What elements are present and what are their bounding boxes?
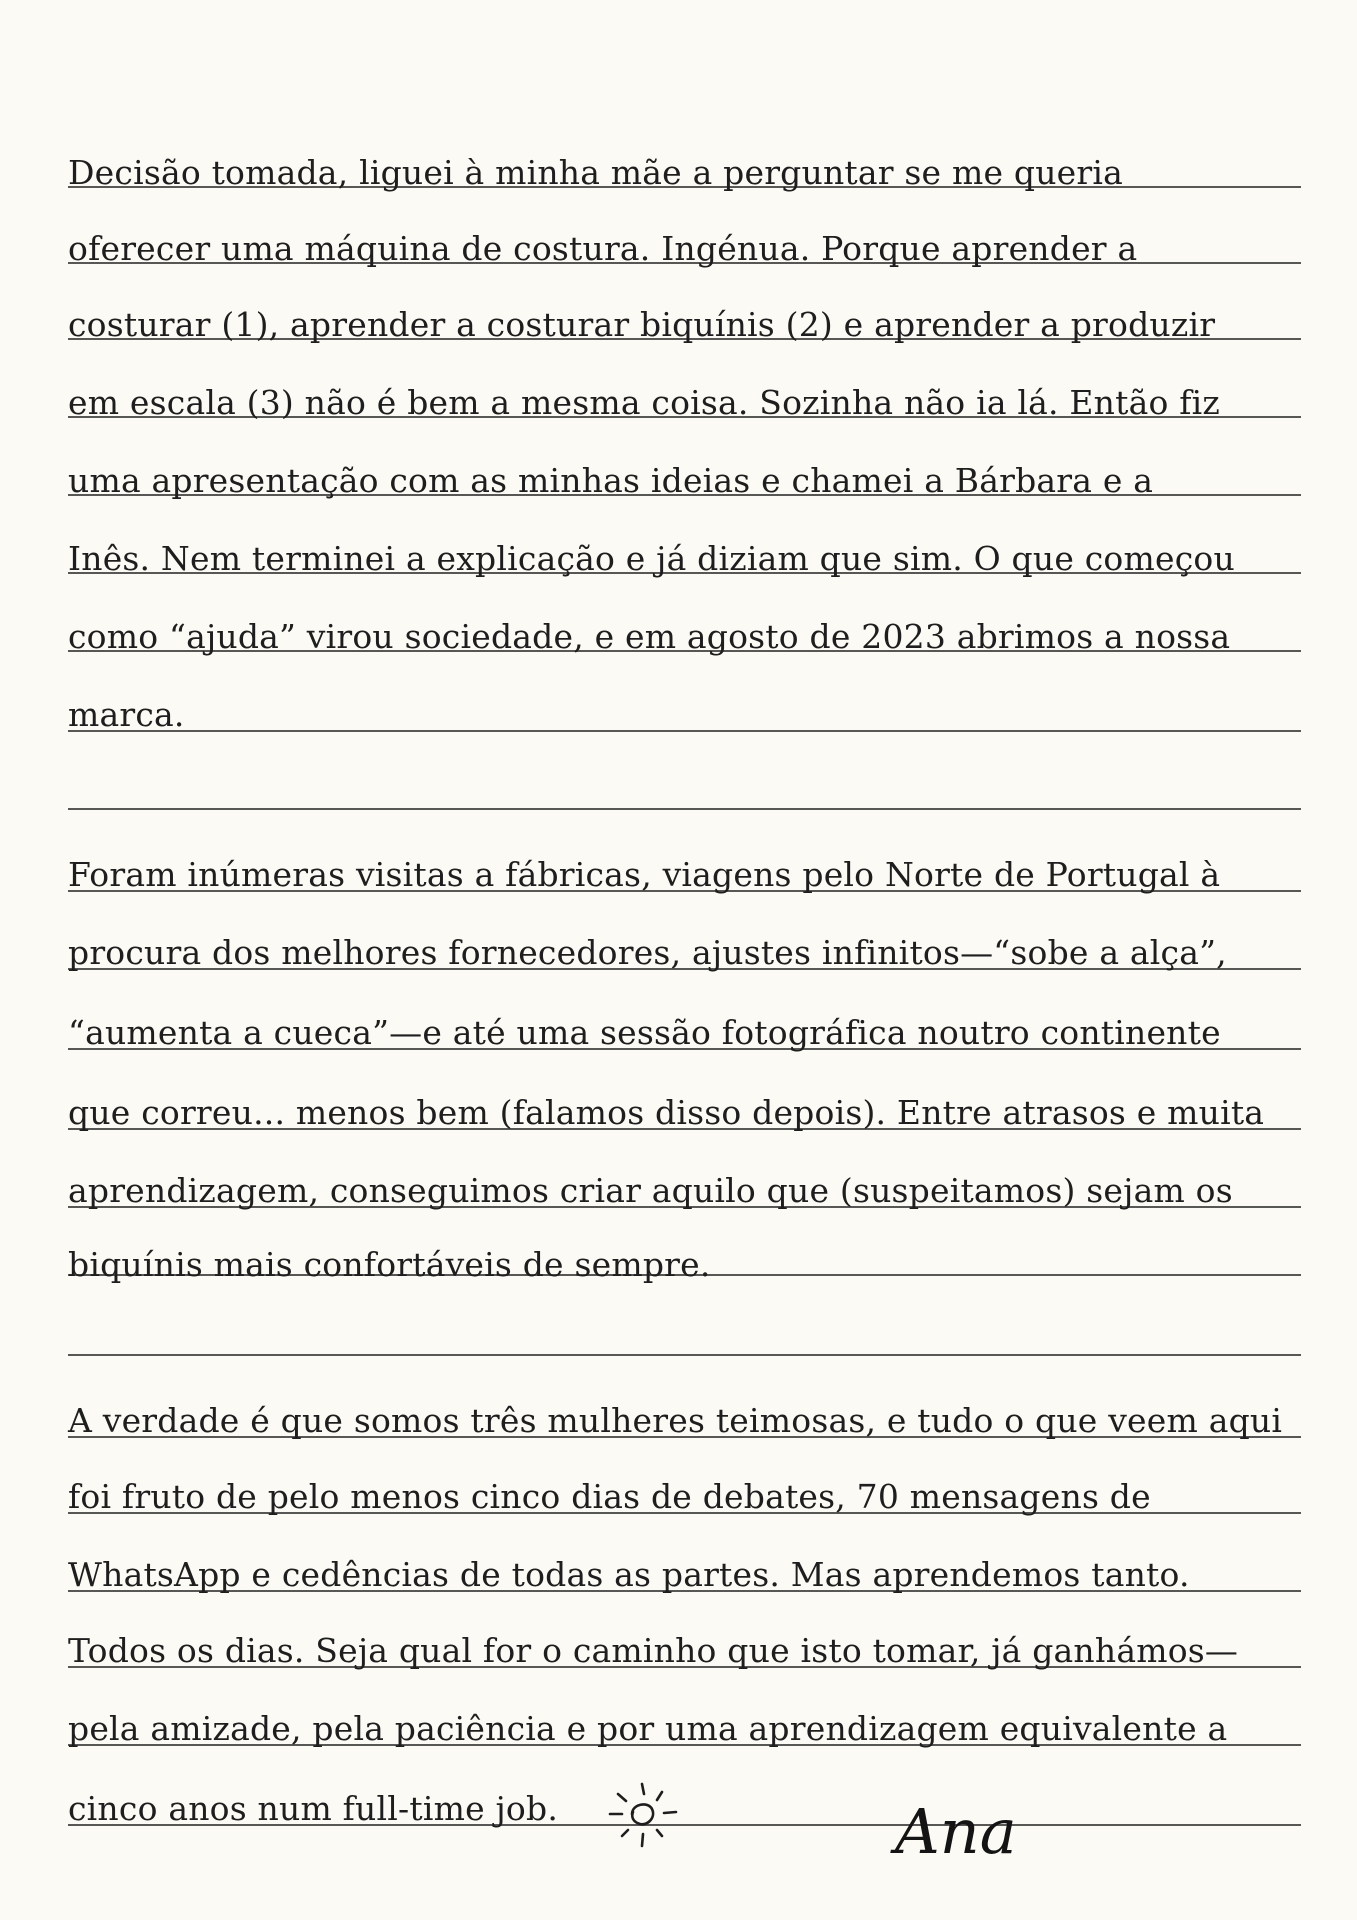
- text-line: costurar (1), aprender a costurar biquínis (2) e aprender a produzir: [68, 305, 1216, 344]
- text-line: biquínis mais confortáveis de sempre.: [68, 1245, 711, 1284]
- text-line: A verdade é que somos três mulheres teimosas, e tudo o que veem aqui: [68, 1401, 1283, 1440]
- text-line: Todos os dias. Seja qual for o caminho que isto tomar, já ganhámos—: [68, 1631, 1239, 1670]
- signature: Ana: [895, 1795, 1017, 1868]
- ruled-line: [68, 1354, 1301, 1356]
- text-line: Foram inúmeras visitas a fábricas, viagens pelo Norte de Portugal à: [68, 855, 1221, 894]
- text-line: Inês. Nem terminei a explicação e já diziam que sim. O que começou: [68, 539, 1235, 578]
- ruled-line: [68, 808, 1301, 810]
- text-line: foi fruto de pelo menos cinco dias de debates, 70 mensagens de: [68, 1477, 1151, 1516]
- text-line: Decisão tomada, liguei à minha mãe a perguntar se me queria: [68, 153, 1123, 192]
- text-line: marca.: [68, 695, 185, 734]
- text-line: uma apresentação com as minhas ideias e chamei a Bárbara e a: [68, 461, 1154, 500]
- text-line: “aumenta a cueca”—e até uma sessão fotográfica noutro continente: [68, 1013, 1221, 1052]
- text-line: aprendizagem, conseguimos criar aquilo que (suspeitamos) sejam os: [68, 1171, 1233, 1210]
- text-line: em escala (3) não é bem a mesma coisa. Sozinha não ia lá. Então fiz: [68, 383, 1220, 422]
- text-line: como “ajuda” virou sociedade, e em agosto de 2023 abrimos a nossa: [68, 617, 1231, 656]
- text-line: WhatsApp e cedências de todas as partes. Mas aprendemos tanto.: [68, 1555, 1190, 1594]
- text-line: oferecer uma máquina de costura. Ingénua. Porque aprender a: [68, 229, 1138, 268]
- text-line: procura dos melhores fornecedores, ajustes infinitos—“sobe a alça”,: [68, 933, 1227, 972]
- text-line: que correu... menos bem (falamos disso depois). Entre atrasos e muita: [68, 1093, 1265, 1132]
- text-line: pela amizade, pela paciência e por uma aprendizagem equivalente a: [68, 1709, 1228, 1748]
- sun-doodle-icon: [602, 1770, 688, 1856]
- text-line: cinco anos num full-time job.: [68, 1789, 559, 1828]
